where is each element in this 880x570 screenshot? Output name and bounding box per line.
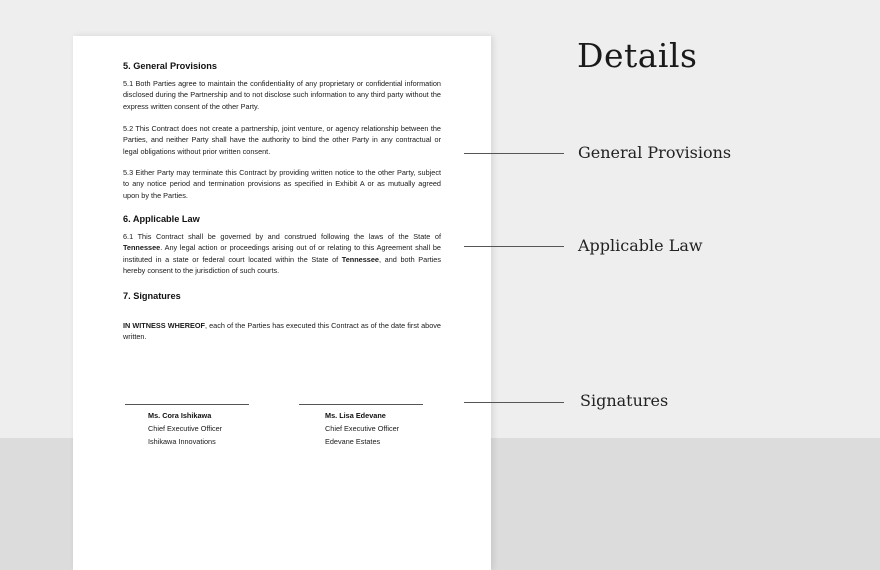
state-name: Tennessee — [123, 243, 161, 253]
section-title-applicable-law: 6. Applicable Law — [123, 214, 200, 224]
signatory-1-role: Chief Executive Officer — [148, 424, 223, 433]
witness-statement — [123, 320, 441, 343]
paragraph-5-1: 5.1 Both Parties agree to maintain the confidentiality of any proprietary or confidential information disclosed during the Partnership and to not disclose such information to any third party without the express written consent of the other Party. — [123, 79, 441, 111]
witness-text: , each of the Parties has executed this Contract as of the date first above written. — [123, 321, 441, 342]
paragraph-6-1 — [123, 231, 441, 276]
signatory-2-role: Chief Executive Officer — [325, 424, 400, 433]
callout-signatures: Signatures — [580, 391, 669, 410]
paragraph-6-1-part: . Any legal action or proceedings arising out of or relating to this Agreement shall be instituted in a state or federal court located within the State of — [123, 243, 441, 264]
details-title: Details — [577, 36, 698, 75]
section-title-signatures: 7. Signatures — [123, 291, 181, 301]
witness-heading: IN WITNESS WHEREOF — [123, 321, 205, 330]
state-name: Tennessee — [341, 254, 379, 264]
callout-applicable-law: Applicable Law — [578, 236, 703, 255]
paragraph-6-1-part: 6.1 This Contract shall be governed by and construed following the laws of the State of — [123, 232, 441, 241]
callout-line-applicable-law — [464, 246, 564, 247]
signatory-2-name: Ms. Lisa Edevane — [325, 411, 386, 420]
callout-line-general-provisions — [464, 153, 564, 154]
contract-page — [73, 36, 491, 570]
signatory-1-name: Ms. Cora Ishikawa — [148, 411, 212, 420]
section-title-general-provisions: 5. General Provisions — [123, 61, 217, 71]
signature-line-2 — [299, 404, 423, 405]
callout-general-provisions: General Provisions — [578, 143, 732, 162]
signature-line-1 — [125, 404, 249, 405]
paragraph-5-2: 5.2 This Contract does not create a partnership, joint venture, or agency relationship between the Parties, and neither Party shall have the authority to bind the other Party in any contractual or legal obligations without prior written consent. — [123, 124, 441, 156]
paragraph-5-3: 5.3 Either Party may terminate this Contract by providing written notice to the other Party, subject to any notice period and termination provisions as specified in Exhibit A or as mutually agreed upon by the Parties. — [123, 168, 441, 200]
paragraph-6-1-part: , and both Parties hereby consent to the jurisdiction of such courts. — [123, 254, 441, 275]
signatory-2-company: Edevane Estates — [325, 437, 381, 446]
callout-line-signatures — [464, 402, 564, 403]
signatory-1-company: Ishikawa Innovations — [148, 437, 216, 446]
